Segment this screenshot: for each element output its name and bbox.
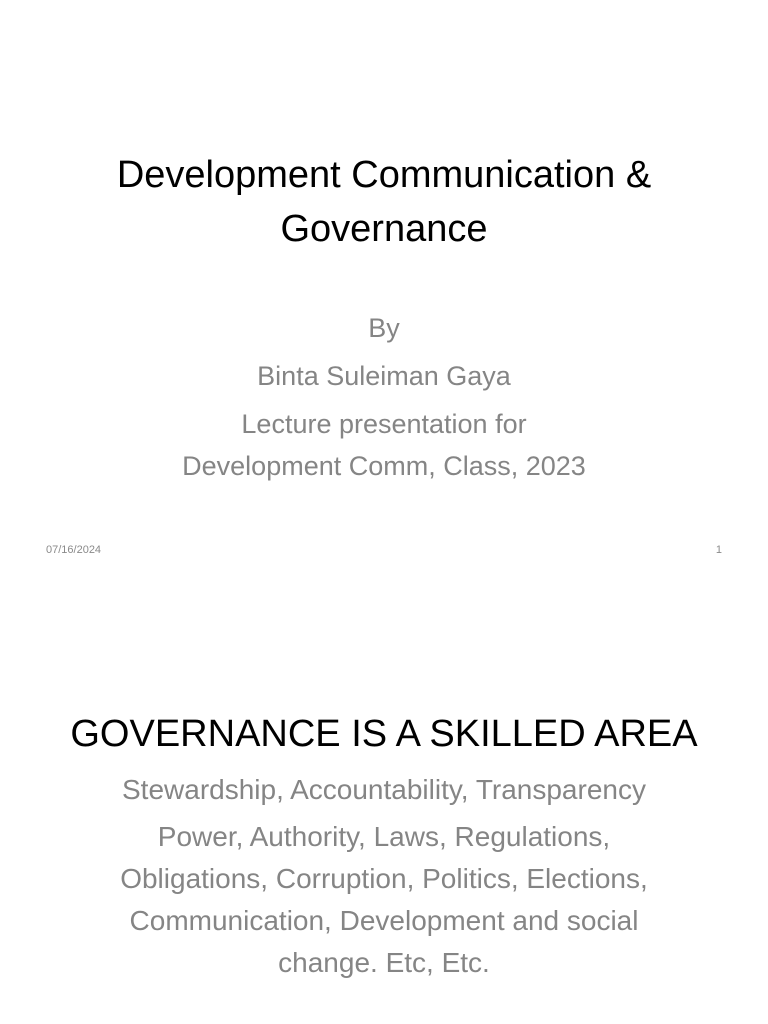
slide-2-title: GOVERNANCE IS A SKILLED AREA (70, 713, 698, 755)
slide-2 (0, 576, 768, 1024)
slide-2-paragraph-1: Stewardship, Accountability, Transparency (122, 774, 646, 805)
slide-1-title (0, 148, 768, 256)
slide-1-title-line-1: Development Communication & (116, 154, 652, 196)
lecture-description-line-1: Lecture presentation for (241, 409, 527, 439)
byline-label: By (368, 313, 400, 343)
slide-1-title-line-2: Governance (280, 208, 488, 250)
author-name: Binta Suleiman Gaya (257, 361, 511, 391)
slide-2-paragraph-2: Power, Authority, Laws, Regulations, Obligations, Corruption, Politics, Elections, Communication, Development and social change. Etc, Etc. (120, 821, 648, 978)
lecture-description (0, 403, 768, 487)
lecture-description-line-2: Development Comm, Class, 2023 (182, 451, 586, 481)
footer-date: 07/16/2024 (46, 544, 102, 556)
footer-page-number: 1 (715, 544, 722, 556)
